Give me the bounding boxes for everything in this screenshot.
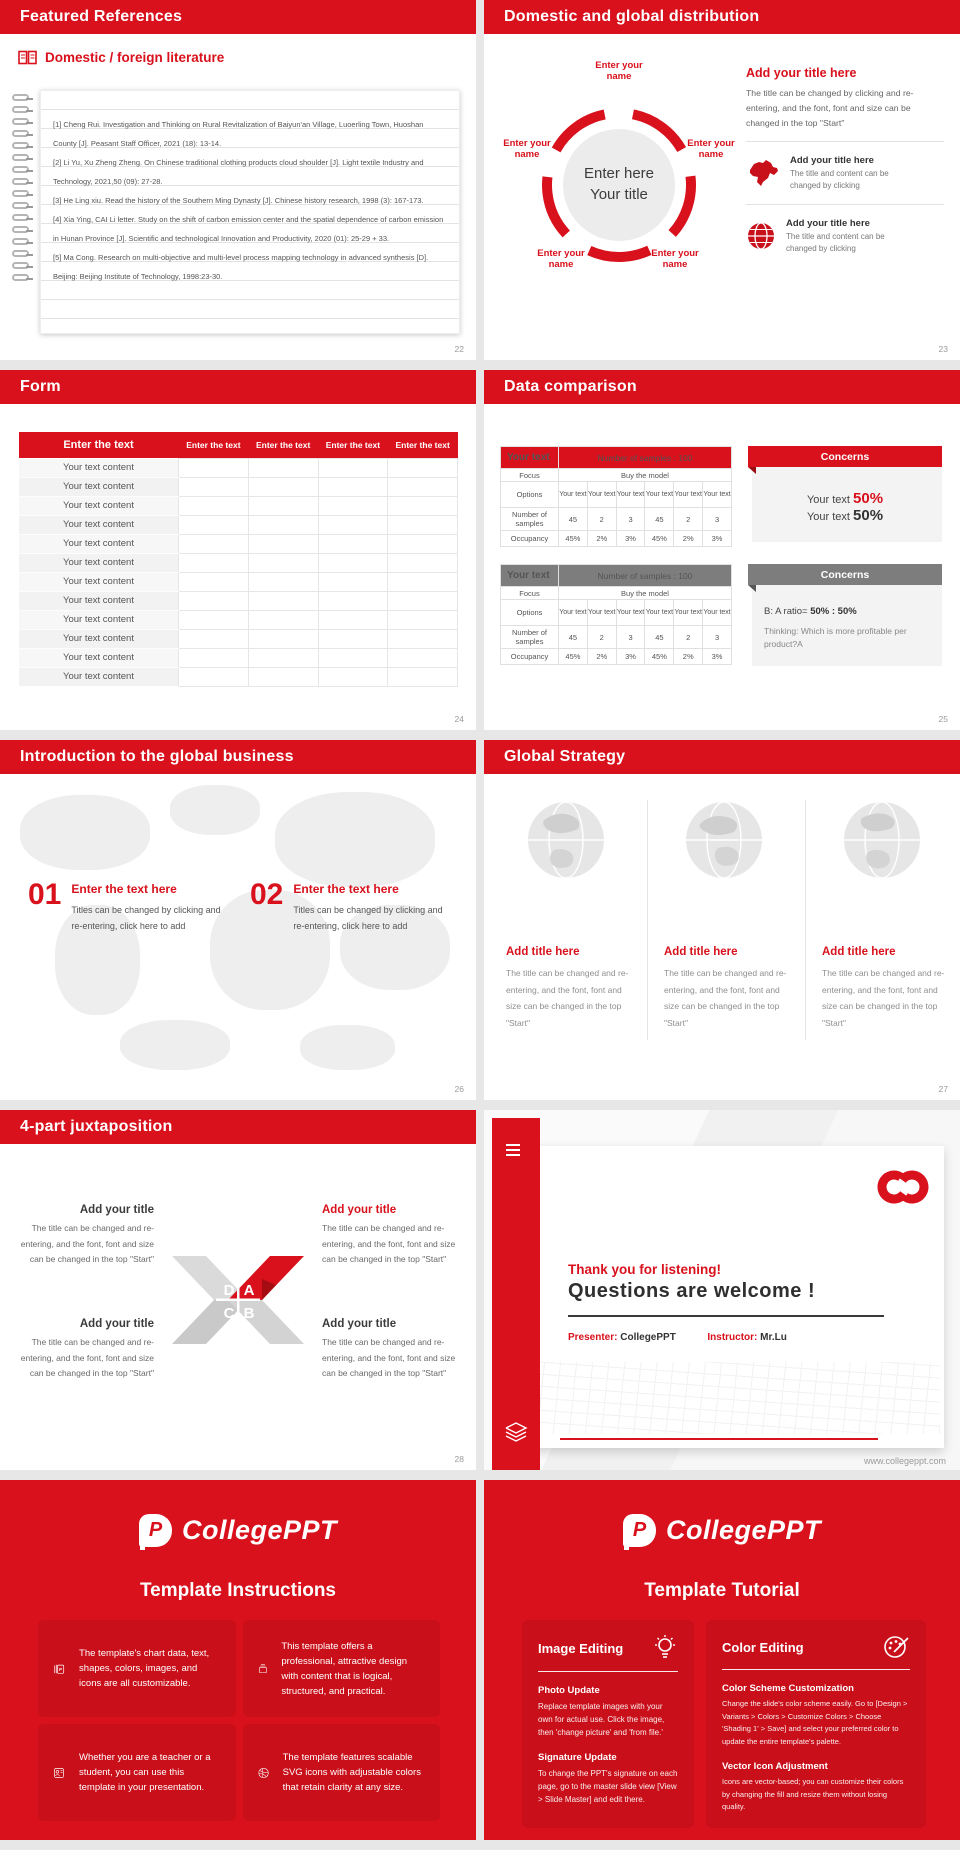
reference-item: [3] He Ling xiu. Read the history of the Southern Ming Dynasty [J]. Chinese history research, 1998 (3): 167-173. — [53, 196, 424, 205]
globe-graphic — [682, 798, 766, 882]
slide-template-instructions[interactable] — [0, 1480, 476, 1840]
teacher-icon — [52, 1755, 66, 1791]
reference-item: [2] Li Yu, Xu Zheng Zheng. On Chinese traditional clothing products cloud shoulder [J]. Light textile Industry and Technology, 2021,50 (09): 27-28. — [53, 158, 424, 186]
presenter-name: CollegePPT — [620, 1332, 676, 1343]
tutorial-panel — [706, 1620, 926, 1828]
instruction-cards — [38, 1620, 440, 1821]
slide-global-strategy[interactable] — [484, 740, 960, 1100]
item-body: Titles can be changed by clicking and re-entering, click here to add — [71, 905, 221, 931]
slide-title-bar — [0, 0, 476, 34]
table-name: Your text — [501, 565, 559, 587]
distribution-right-column — [746, 66, 944, 257]
column-body: The title can be changed and re-entering, and the font, font and size can be changed in the top "Start" — [506, 968, 629, 1028]
panel-heading: Color Editing — [722, 1639, 804, 1655]
column-header: Enter the text — [318, 432, 388, 458]
diagram-node-label: Enter your name — [595, 60, 643, 82]
slide-title-bar — [484, 370, 960, 404]
diagram-node-label: Enter your name — [537, 248, 585, 270]
numbered-item — [250, 880, 448, 934]
table-row: Your text content — [19, 648, 458, 667]
table-row: Your text content — [19, 572, 458, 591]
column-heading: Add title here — [664, 946, 738, 958]
item-heading: Enter the text here — [293, 882, 399, 896]
item-heading: Add your title here — [790, 155, 874, 166]
instruction-card — [38, 1724, 236, 1821]
reference-item: [5] Ma Cong. Research on multi-objective and multi-level process mapping technology in advanced synthesis [D]. Beijing: Beijing Institute of Technology, 1998:23-30. — [53, 253, 429, 281]
instructor-name: Mr.Lu — [760, 1332, 787, 1343]
slide-title: Domestic and global distribution — [504, 8, 760, 25]
instructor-label: Instructor: — [707, 1332, 758, 1343]
block-heading: Add your title — [322, 1204, 397, 1216]
column-heading: Add title here — [822, 946, 896, 958]
section-heading: Photo Update — [538, 1685, 600, 1696]
slide-data-comparison[interactable] — [484, 370, 960, 730]
brand-logo — [484, 1514, 960, 1547]
concern-content: B: A ratio= 50% : 50% Thinking: Which is more profitable per product?A — [764, 606, 907, 649]
item-heading: Enter the text here — [71, 882, 177, 896]
tutorial-panel — [522, 1620, 694, 1828]
juxtaposition-block — [322, 1204, 462, 1268]
brand-logo — [0, 1514, 476, 1547]
brand-name: CollegePPT — [181, 1515, 338, 1545]
svg-text:P: P — [59, 1666, 63, 1672]
instruction-card — [38, 1620, 236, 1717]
table-row: Your text content — [19, 667, 458, 686]
section-body: Icons are vector-based; you can customize their colors by changing the fill and resize them without losing quality. — [722, 1777, 904, 1811]
brand-name: CollegePPT — [665, 1515, 822, 1545]
table-row: Your text content — [19, 458, 458, 477]
juxtaposition-block — [14, 1318, 154, 1382]
list-item — [746, 152, 944, 194]
card-text: Whether you are a teacher or a student, you can use this template in your presentation. — [78, 1752, 211, 1793]
table-name: Your text — [501, 447, 559, 469]
column-header: Enter the text — [248, 432, 318, 458]
slide-title: Global Strategy — [504, 748, 626, 765]
reference-item: [1] Cheng Rui. Investigation and Thinking on Rural Revitalization of Baiyun'an Village, Luoerling Town, Huoshan County [J]. Peasant Staff Officer, 2021 (18): 13-14. — [53, 120, 424, 148]
table-header-row — [19, 432, 458, 458]
table-row: Your text content — [19, 629, 458, 648]
item-number: 02 — [250, 878, 284, 911]
item-body: The title and content can be changed by clicking — [790, 169, 889, 190]
slide-title-bar — [484, 0, 960, 34]
block-body: The title can be changed and re-entering, and the font, font and size can be changed in the top "Start" — [322, 1337, 456, 1378]
column-header: Enter the text — [179, 432, 249, 458]
block-heading: Add your title — [79, 1204, 154, 1216]
slide-title-bar — [484, 740, 960, 774]
concerns-box-1 — [748, 446, 942, 542]
item-heading: Add your title here — [786, 218, 870, 229]
concerns-banner: Concerns — [748, 564, 942, 585]
section-heading-label: Domestic / foreign literature — [45, 50, 225, 65]
comparison-table-1: Your text Number of samples : 100 Focus Buy the model Options Your text Your text Your text Your text Your text Your text Number of samples 45 2 3 45 2 3 Occupancy 45% 2% 3% 45% 2% 3% — [500, 446, 732, 547]
website-link[interactable]: www.collegeppt.com — [863, 1456, 946, 1466]
credits-line — [568, 1332, 787, 1343]
thanks-line: Thank you for listening! — [568, 1262, 722, 1277]
juxtaposition-block — [322, 1318, 462, 1382]
section-body: Replace template images with your own for actual use. Click the image, then 'change picture' and 'from file.' — [538, 1702, 665, 1737]
palette-icon — [882, 1634, 910, 1660]
slide-form[interactable] — [0, 370, 476, 730]
china-map-icon — [746, 159, 780, 187]
diagram-node-label: Enter your name — [503, 138, 551, 160]
samples-header: Number of samples : 100 — [559, 565, 732, 587]
page-number: 25 — [938, 714, 948, 724]
column-header: Enter the text — [388, 432, 458, 458]
layers-icon — [503, 1418, 529, 1444]
letter-a: A — [243, 1282, 255, 1299]
diagram-node-label: Enter your name — [651, 248, 699, 270]
page-number: 24 — [454, 714, 464, 724]
table-row: Your text content — [19, 553, 458, 572]
page-number: 26 — [454, 1084, 464, 1094]
section-heading: Signature Update — [538, 1752, 617, 1763]
headline: Questions are welcome ! — [568, 1280, 816, 1302]
block-body: The title can be changed by clicking and re-entering, and the font, font and size can be changed in the top "Start" — [746, 88, 914, 128]
letter-b: B — [243, 1305, 255, 1322]
reference-item: [4] Xia Ying, CAI Li letter. Study on the shift of carbon emission center and the spatial dependence of carbon emission in Hunan Province [J]. Scientific and technological Innovation and Productivity, 2020 (01): 25-29 + 33. — [53, 215, 444, 243]
page-title: Template Instructions — [139, 1580, 336, 1601]
slide-global-business[interactable] — [0, 740, 476, 1100]
column-heading: Add title here — [506, 946, 580, 958]
slide-featured-references[interactable] — [0, 0, 476, 360]
numbered-item — [28, 880, 226, 934]
instruction-card — [243, 1620, 441, 1717]
slide-title-bar — [0, 740, 476, 774]
form-table — [18, 432, 458, 687]
brand-p-icon: P — [623, 1514, 656, 1547]
page-number: 28 — [454, 1454, 464, 1464]
book-icon — [18, 50, 37, 65]
section-heading: Color Scheme Customization — [722, 1683, 854, 1694]
samples-header: Number of samples : 100 — [559, 447, 732, 469]
block-body: The title can be changed and re-entering, and the font, font and size can be changed in the top "Start" — [322, 1223, 456, 1264]
panel-heading: Image Editing — [538, 1640, 624, 1656]
concern-line: Your text 50% — [806, 507, 884, 524]
page-number: 23 — [938, 344, 948, 354]
concerns-banner: Concerns — [748, 446, 942, 467]
box-icon — [257, 1651, 269, 1687]
column-body: The title can be changed and re-entering, and the font, font and size can be changed in the top "Start" — [822, 968, 945, 1028]
tutorial-panels — [522, 1620, 926, 1828]
strategy-column — [506, 946, 634, 1031]
table-row: Your text content — [19, 496, 458, 515]
globe-icon — [746, 221, 776, 251]
table-row: Your text content — [19, 534, 458, 553]
brand-p-icon: P — [139, 1514, 172, 1547]
wireframe-mesh — [528, 1362, 940, 1434]
block-heading: Add your title — [79, 1318, 154, 1330]
strategy-column — [664, 946, 792, 1031]
card-text: This template offers a professional, attractive design with content that is logical, structured, and practical. — [281, 1640, 408, 1697]
table-row: Your text content — [19, 477, 458, 496]
page-title: Template Tutorial — [644, 1580, 800, 1601]
slide-distribution[interactable] — [484, 0, 960, 360]
slide-title: Data comparison — [504, 378, 637, 395]
card-text: The template's chart data, text, shapes, colors, images, and icons are all customizable. — [79, 1648, 210, 1689]
concerns-box-2 — [748, 564, 942, 666]
item-body: Titles can be changed by clicking and re-entering, click here to add — [293, 905, 443, 931]
diagram-center-title: Enter here Your title — [583, 165, 655, 203]
column-header: Enter the text — [19, 432, 179, 458]
block-heading: Add your title — [322, 1318, 397, 1330]
letter-d: D — [223, 1282, 235, 1299]
comparison-table-2: Your text Number of samples : 100 Focus Buy the model Options Your text Your text Your text Your text Your text Your text Number of samples 45 2 3 45 2 3 Occupancy 45% 2% 3% 45% 2% 3% — [500, 564, 732, 665]
strategy-column — [822, 946, 950, 1031]
slide-title-bar — [0, 370, 476, 404]
slide-title: Featured References — [20, 8, 183, 25]
references-list — [40, 90, 460, 334]
item-body: The title and content can be changed by clicking — [786, 232, 885, 253]
page-number: 27 — [938, 1084, 948, 1094]
section-heading: Vector Icon Adjustment — [722, 1761, 828, 1772]
list-item — [746, 215, 944, 257]
globe-graphic — [524, 798, 608, 882]
block-heading: Add your title here — [746, 66, 857, 80]
ball-icon — [257, 1755, 270, 1791]
column-body: The title can be changed and re-entering, and the font, font and size can be changed in the top "Start" — [664, 968, 787, 1028]
slide-template-tutorial[interactable] — [484, 1480, 960, 1840]
concern-line: Your text 50% — [806, 490, 884, 507]
instruction-card — [243, 1724, 441, 1821]
slide-juxtaposition[interactable] — [0, 1110, 476, 1470]
slide-title: Introduction to the global business — [20, 748, 294, 765]
slide-title-bar — [0, 1110, 476, 1144]
presenter-label: Presenter: — [568, 1332, 618, 1343]
closing-card — [524, 1146, 944, 1448]
item-number: 01 — [28, 878, 62, 911]
spiral-binding — [12, 94, 29, 281]
slides-icon — [52, 1651, 66, 1687]
card-text: The template features scalable SVG icons with adjustable colors that retain clarity at any size. — [282, 1752, 421, 1793]
diagram-node-label: Enter your name — [687, 138, 735, 160]
brand-mark-icon — [876, 1166, 930, 1208]
section-body: Change the slide's color scheme easily. Go to [Design > Variants > Colors > Customize Colors > Choose 'Shading 1' > Save] and select your preferred color to update the entire template's palette. — [722, 1699, 908, 1746]
slide-title: 4-part juxtaposition — [20, 1118, 173, 1135]
block-body: The title can be changed and re-entering, and the font, font and size can be changed in the top "Start" — [20, 1337, 154, 1378]
slide-closing[interactable] — [484, 1110, 960, 1470]
section-heading — [18, 50, 224, 65]
page-number: 22 — [454, 344, 464, 354]
bulb-icon — [652, 1634, 678, 1662]
ribbon-x-graphic — [158, 1248, 318, 1352]
table-row: Your text content — [19, 610, 458, 629]
globe-graphic — [840, 798, 924, 882]
closing-sidebar — [492, 1118, 540, 1470]
section-body: To change the PPT's signature on each page, go to the master slide view [View > Slide Master] and edit there. — [538, 1769, 678, 1804]
slide-title: Form — [20, 378, 61, 395]
menu-icon — [506, 1144, 520, 1159]
letter-c: C — [223, 1305, 235, 1322]
table-row: Your text content — [19, 591, 458, 610]
juxtaposition-block — [14, 1204, 154, 1268]
block-body: The title can be changed and re-entering, and the font, font and size can be changed in the top "Start" — [20, 1223, 154, 1264]
table-row: Your text content — [19, 515, 458, 534]
